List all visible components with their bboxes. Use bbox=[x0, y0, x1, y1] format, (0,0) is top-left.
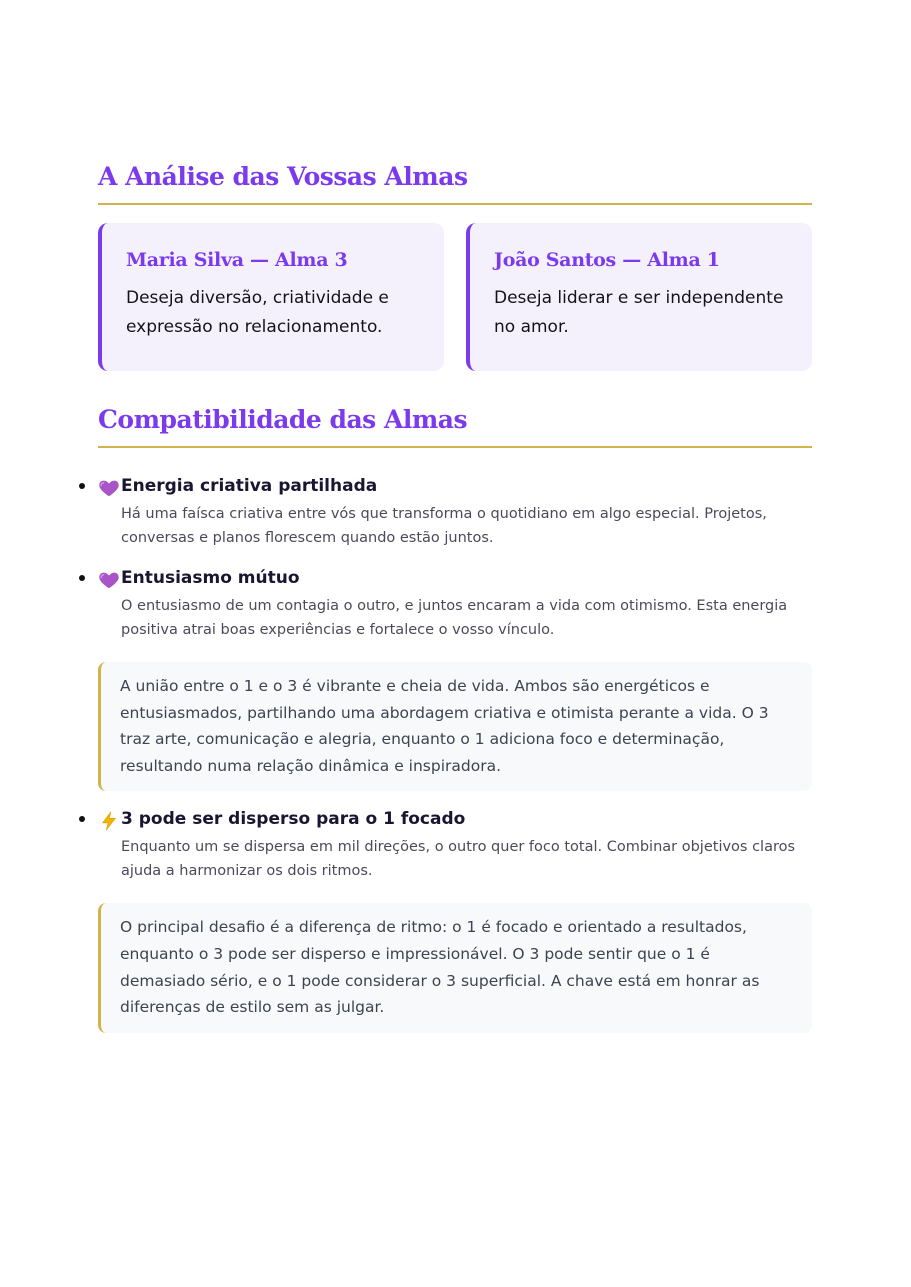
item-title: 3 pode ser disperso para o 1 focado bbox=[121, 809, 466, 830]
soul-card-maria bbox=[98, 223, 444, 371]
list-item bbox=[98, 809, 812, 1032]
list-item bbox=[98, 568, 812, 791]
item-title: Entusiasmo mútuo bbox=[121, 568, 300, 588]
challenge-quote: O principal desafio é a diferença de ritmo: o 1 é focado e orientado a resultados, enquanto o 3 pode ser disperso e impressionável. O 3 pode sentir que o 1 é demasiado sério, e o 1 pode considerar o 3 superficial. A chave está em honrar as diferenças de estilo sem as julgar. bbox=[98, 903, 812, 1032]
purple-heart-icon bbox=[98, 569, 120, 591]
analysis-title: A Análise das Vossas Almas bbox=[98, 162, 812, 205]
item-text: Enquanto um se dispersa em mil direções, o outro quer foco total. Combinar objetivos claros ajuda a harmonizar os dois ritmos. bbox=[121, 839, 796, 880]
compatibility-title: Compatibilidade das Almas bbox=[98, 405, 812, 448]
compatibility-section bbox=[98, 405, 812, 1033]
bullet-dot bbox=[79, 575, 85, 581]
soul-card-joao bbox=[466, 223, 812, 371]
bullet-dot bbox=[79, 483, 85, 489]
harmony-quote: A união entre o 1 e o 3 é vibrante e cheia de vida. Ambos são energéticos e entusiasmados, partilhando uma abordagem criativa e otimista perante a vida. O 3 traz arte, comunicação e alegria, enquanto o 1 adiciona foco e determinação, resultando numa relação dinâmica e inspiradora. bbox=[98, 662, 812, 791]
content bbox=[98, 162, 812, 1033]
card-text: Deseja liderar e ser independente no amor. bbox=[494, 288, 784, 337]
soul-cards bbox=[98, 223, 812, 371]
item-title: Energia criativa partilhada bbox=[121, 476, 378, 496]
bullet-dot bbox=[79, 816, 85, 822]
card-title: João Santos — Alma 1 bbox=[494, 249, 720, 271]
lightning-icon bbox=[98, 810, 120, 832]
item-text: Há uma faísca criativa entre vós que transforma o quotidiano em algo especial. Projetos, conversas e planos florescem quando estão juntos. bbox=[121, 506, 767, 546]
compatibility-list bbox=[98, 476, 812, 1033]
card-title: Maria Silva — Alma 3 bbox=[126, 249, 348, 271]
item-text: O entusiasmo de um contagia o outro, e juntos encaram a vida com otimismo. Esta energia positiva atrai boas experiências e fortalece o vosso vínculo. bbox=[121, 598, 788, 638]
list-item bbox=[98, 476, 812, 550]
card-text: Deseja diversão, criatividade e expressão no relacionamento. bbox=[126, 288, 389, 337]
purple-heart-icon bbox=[98, 477, 120, 499]
